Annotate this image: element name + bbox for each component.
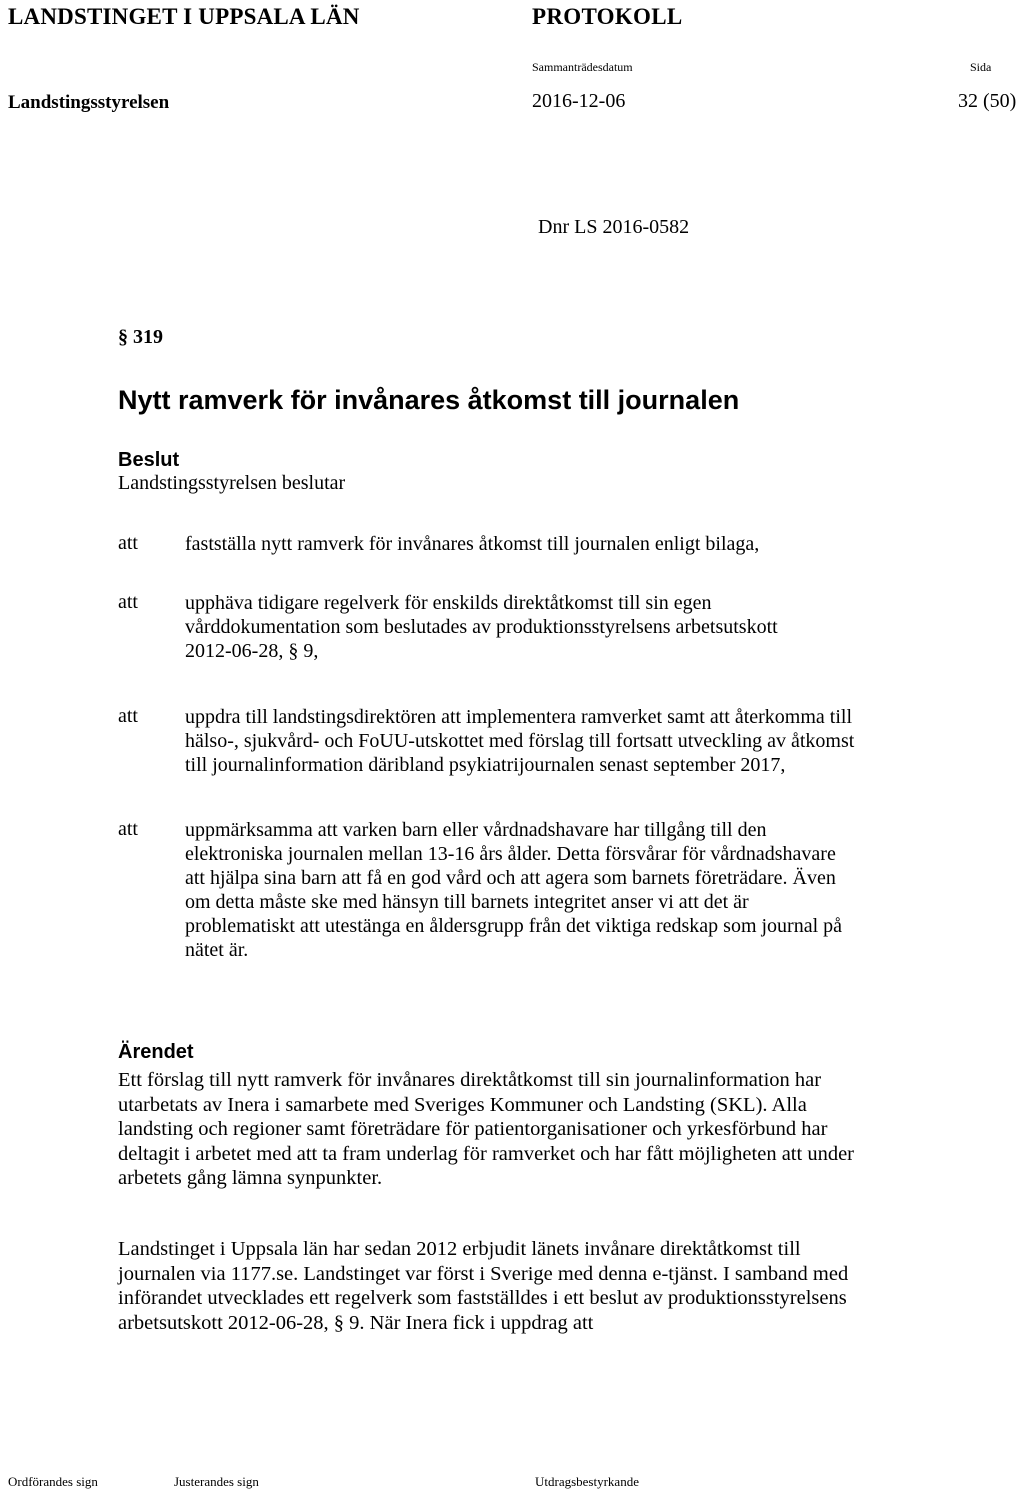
text-line: fastställa nytt ramverk för invånares åtkomst till journalen enligt bilaga, bbox=[185, 533, 760, 555]
text-line: uppmärksamma att varken barn eller vårdnadshavare har tillgång till den bbox=[185, 819, 767, 841]
matter-heading: Ärendet bbox=[118, 1041, 194, 1063]
text-line: journalen via 1177.se. Landstinget var först i Sverige med denna e-tjänst. I samband med bbox=[118, 1262, 849, 1285]
decision-heading: Beslut bbox=[118, 449, 180, 471]
meeting-date: 2016-12-06 bbox=[532, 90, 626, 112]
matter-paragraph bbox=[118, 1237, 848, 1335]
meeting-date-label: Sammanträdesdatum bbox=[532, 60, 633, 74]
paragraph-number: § 319 bbox=[118, 326, 163, 348]
page-number: 32 (50) bbox=[958, 90, 1017, 112]
decision-item-label: att bbox=[118, 818, 138, 840]
document-type: PROTOKOLL bbox=[532, 4, 683, 29]
organization-name: LANDSTINGET I UPPSALA LÄN bbox=[8, 4, 360, 29]
text-line: 2012-06-28, § 9, bbox=[185, 640, 319, 662]
text-line: elektroniska journalen mellan 13-16 års ålder. Detta försvårar för vårdnadshavare bbox=[185, 843, 836, 865]
text-line: till journalinformation däribland psykiatrijournalen senast september 2017, bbox=[185, 754, 786, 776]
decision-item-text bbox=[185, 591, 778, 663]
page-label: Sida bbox=[970, 60, 992, 74]
text-line: införandet utvecklades ett regelverk som fastställdes i ett beslut av produktionsstyrelsens bbox=[118, 1287, 847, 1309]
text-line: utarbetats av Inera i samarbete med Sveriges Kommuner och Landsting (SKL). Alla bbox=[118, 1093, 807, 1116]
decision-item-text bbox=[185, 705, 854, 777]
decision-item-text bbox=[185, 818, 842, 962]
text-line: problematiskt att utestänga en åldersgrupp från det viktiga redskap som journal på bbox=[185, 915, 843, 937]
text-line: hälso-, sjukvård- och FoUU-utskottet med förslag till fortsatt utveckling av åtkomst bbox=[185, 730, 855, 752]
text-line: arbetets gång lämna synpunkter. bbox=[118, 1167, 383, 1189]
text-line: landsting och regioner samt företrädare för patientorganisationer och yrkesförbund har bbox=[118, 1118, 828, 1140]
text-line: nätet är. bbox=[185, 939, 249, 961]
matter-paragraph bbox=[118, 1068, 854, 1191]
text-line: vårddokumentation som beslutades av produktionsstyrelsens arbetsutskott bbox=[185, 616, 778, 638]
decision-intro: Landstingsstyrelsen beslutar bbox=[118, 472, 346, 494]
committee-name: Landstingsstyrelsen bbox=[8, 92, 170, 113]
text-line: att hjälpa sina barn att få en god vård och att agera som barnets företrädare. Även bbox=[185, 867, 836, 889]
chair-signature-label: Ordförandes sign bbox=[8, 1474, 98, 1489]
decision-item-label: att bbox=[118, 591, 138, 613]
case-reference: Dnr LS 2016-0582 bbox=[538, 216, 690, 238]
page-title: Nytt ramverk för invånares åtkomst till journalen bbox=[118, 385, 740, 415]
text-line: Ett förslag till nytt ramverk för invånares direktåtkomst till sin journalinformation har bbox=[118, 1069, 822, 1091]
extract-certification-label: Utdragsbestyrkande bbox=[535, 1474, 639, 1489]
decision-item-label: att bbox=[118, 705, 138, 727]
decision-item-text bbox=[185, 532, 759, 556]
adjuster-signature-label: Justerandes sign bbox=[174, 1474, 259, 1489]
text-line: arbetsutskott 2012-06-28, § 9. När Inera fick i uppdrag att bbox=[118, 1311, 594, 1334]
text-line: upphäva tidigare regelverk för enskilds direktåtkomst till sin egen bbox=[185, 592, 712, 614]
decision-item-label: att bbox=[118, 532, 138, 554]
text-line: Landstinget i Uppsala län har sedan 2012 erbjudit länets invånare direktåtkomst till bbox=[118, 1238, 801, 1260]
text-line: deltagit i arbetet med att ta fram underlag för ramverket och har fått möjligheten att under bbox=[118, 1142, 854, 1165]
text-line: uppdra till landstingsdirektören att implementera ramverket samt att återkomma till bbox=[185, 706, 853, 728]
text-line: om detta måste ske med hänsyn till barnets integritet anser vi att det är bbox=[185, 891, 749, 913]
